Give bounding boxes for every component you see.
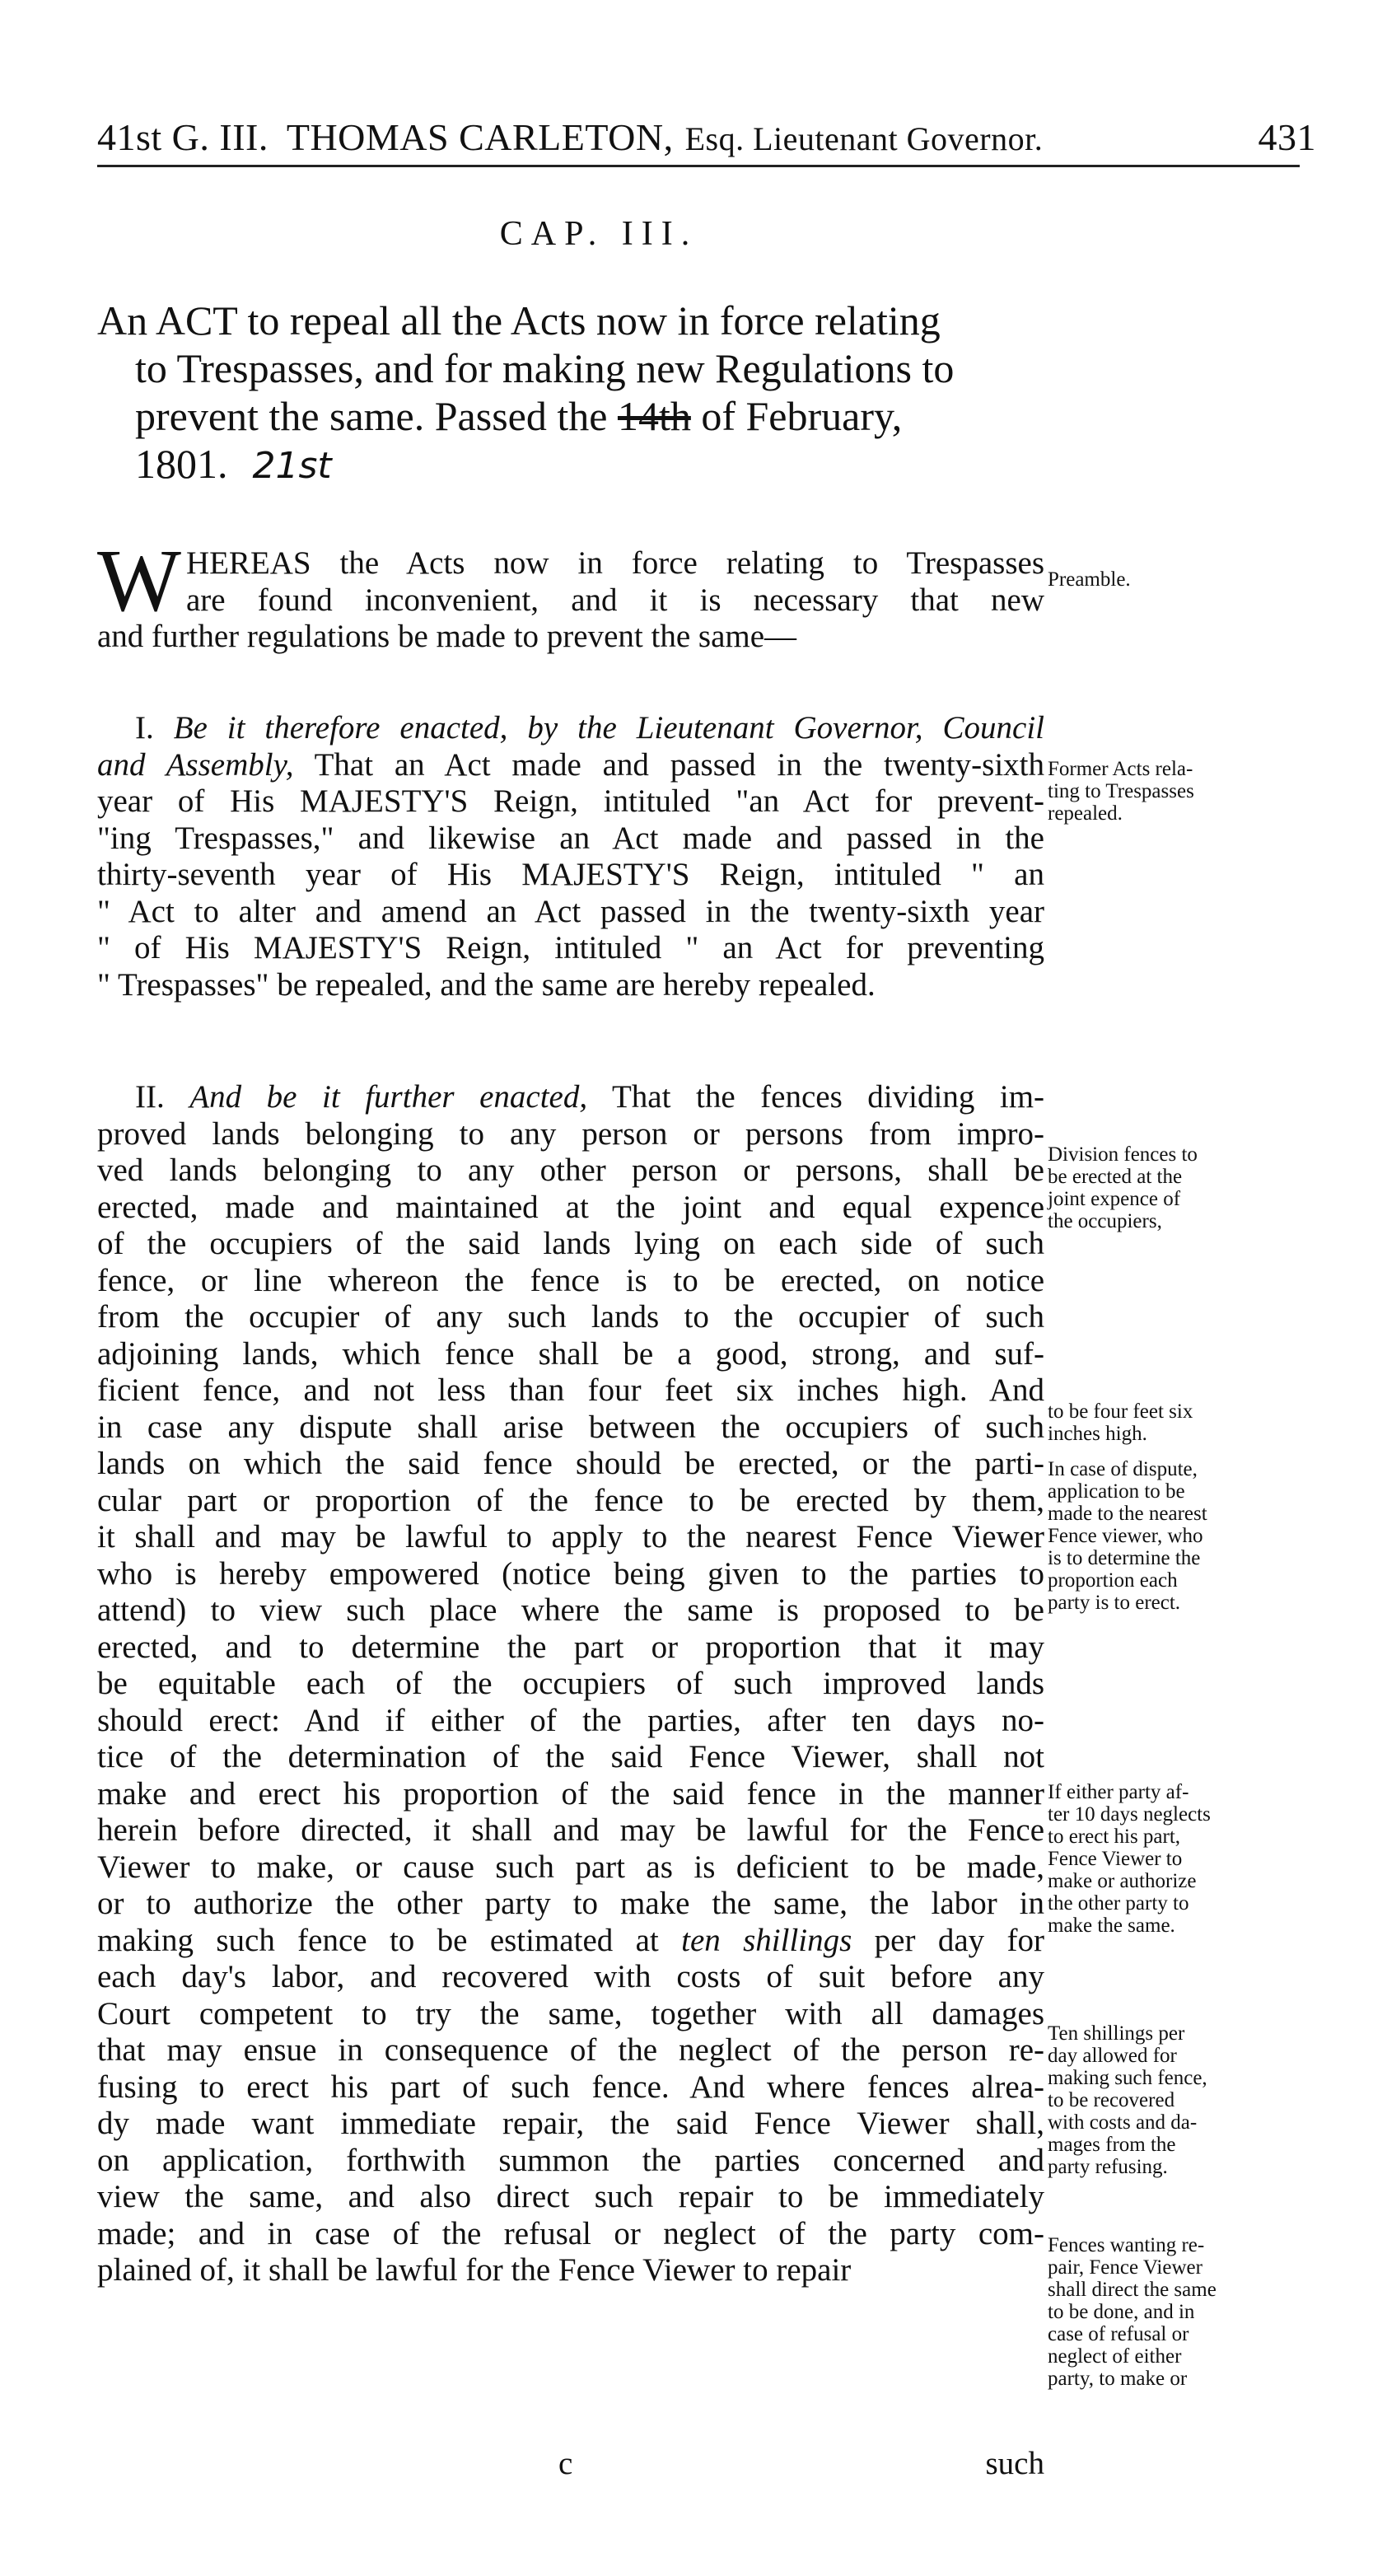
drop-cap: W <box>97 532 181 630</box>
section-line: lands on which the said fence should be erected, or the parti- <box>97 1446 1044 1481</box>
act-title-line: prevent the same. Passed the 14th of February, <box>135 393 903 439</box>
enacting-clause: Be it therefore enacted, by the Lieutenant Governor, Council <box>173 710 1044 746</box>
page-number: 431 <box>1258 116 1316 158</box>
regnal-year: 41st G. III. <box>97 116 269 158</box>
section-line: fusing to erect his part of such fence. And where fences alrea- <box>97 2069 1044 2105</box>
section-line: " Trespasses" be repealed, and the same are hereby repealed. <box>97 966 876 1003</box>
section-line: on application, forthwith summon the parties concerned and <box>97 2142 1044 2178</box>
date-tail: of February, <box>701 393 903 439</box>
section-line: ficient fence, and not less than four feet six inches high. And <box>97 1372 1044 1408</box>
section-line: made; and in case of the refusal or neglect of the party com- <box>97 2215 1044 2251</box>
section-1 <box>97 710 1044 1003</box>
section-line: from the occupier of any such lands to the occupier of such <box>97 1299 1044 1335</box>
preamble-line: are found inconvenient, and it is necessary that new <box>185 582 1044 618</box>
margin-note-fence-height: to be four feet six inches high. <box>1048 1400 1193 1445</box>
section-line <box>97 710 1044 747</box>
margin-note-section-1: Former Acts rela- ting to Trespasses repealed. <box>1048 758 1194 825</box>
preamble-line: and further regulations be made to prevent the same— <box>97 619 797 654</box>
margin-note-repairs: Fences wanting re- pair, Fence Viewer shall direct the same to be done, and in case of refusal or neglect of either party, to make or <box>1048 2234 1217 2390</box>
section-line: plained of, it shall be lawful for the Fence Viewer to repair <box>97 2252 852 2288</box>
section-line: it shall and may be lawful to apply to the nearest Fence Viewer <box>97 1519 1044 1554</box>
section-2 <box>97 1079 1044 2289</box>
section-line: " Act to alter and amend an Act passed in the twenty-sixth year <box>97 893 1044 929</box>
governor-name: THOMAS CARLETON, <box>286 116 674 158</box>
preamble <box>97 532 1044 656</box>
act-title-line: 1801. 21st <box>135 441 332 487</box>
section-numeral: II. <box>135 1079 165 1115</box>
section-line: cular part or proportion of the fence to be erected by them, <box>97 1482 1044 1518</box>
margin-note-neglect: If either party af- ter 10 days neglects to erect his part, Fence Viewer to make or authorize the other party to make the same. <box>1048 1781 1211 1937</box>
section-line: "ing Trespasses," and likewise an Act made and passed in the <box>97 820 1044 856</box>
section-line: dy made want immediate repair, the said Fence Viewer shall, <box>97 2106 1044 2141</box>
section-line: erected, and to determine the part or proportion that it may <box>97 1629 1044 1665</box>
section-line: of the occupiers of the said lands lying on each side of such <box>97 1226 1044 1261</box>
section-line: be equitable each of the occupiers of such improved lands <box>97 1666 1044 1701</box>
section-line: making such fence to be estimated at ten shillings per day for <box>97 1922 1044 1958</box>
section-line: each day's labor, and recovered with costs of suit before any <box>97 1959 1044 1994</box>
act-title-line: to Trespasses, and for making new Regulations to <box>135 345 955 391</box>
section-line: in case any dispute shall arise between the occupiers of such <box>97 1409 1044 1445</box>
section-line: II. And be it further enacted, That the fences dividing im- <box>135 1079 1045 1115</box>
section-numeral: I. <box>135 710 154 746</box>
enacting-clause: And be it further enacted, <box>189 1079 588 1115</box>
section-line: attend) to view such place where the same is proposed to be <box>97 1592 1044 1628</box>
struck-date: 14th <box>617 393 691 439</box>
margin-note-preamble: Preamble. <box>1048 568 1131 591</box>
section-line: Court competent to try the same, together with all damages <box>97 1995 1044 2031</box>
section-line: year of His MAJESTY'S Reign, intituled "an Act for prevent- <box>97 783 1044 819</box>
handwritten-correction: 21st <box>252 445 332 487</box>
section-line: who is hereby empowered (notice being given to the parties to <box>97 1555 1044 1592</box>
section-line: view the same, and also direct such repair to be immediately <box>97 2179 1044 2214</box>
running-head <box>97 115 1316 159</box>
section-line: or to authorize the other party to make the same, the labor in <box>97 1886 1044 1921</box>
page-footer <box>97 2445 1044 2486</box>
section-line: fence, or line whereon the fence is to be erected, on notice <box>97 1262 1044 1298</box>
section-line: and Assembly, That an Act made and passed in the twenty-sixth <box>97 746 1045 783</box>
section-line: tice of the determination of the said Fence Viewer, shall not <box>97 1739 1044 1774</box>
section-line: erected, made and maintained at the joint and equal expence <box>97 1189 1044 1225</box>
preamble-line: HEREAS the Acts now in force relating to Trespasses <box>185 545 1044 581</box>
section-line: that may ensue in consequence of the neglect of the person re- <box>97 2032 1044 2068</box>
section-line: should erect: And if either of the parties, after ten days no- <box>97 1702 1044 1738</box>
act-title-line: An ACT to repeal all the Acts now in force relating <box>97 297 941 344</box>
signature-mark: c <box>558 2446 573 2481</box>
chapter-heading: CAP. III. <box>499 215 698 253</box>
act-title <box>97 297 1053 490</box>
governor-title: Esq. Lieutenant Governor. <box>684 120 1044 157</box>
section-line: thirty-seventh year of His MAJESTY'S Reign, intituled " an <box>97 857 1044 892</box>
catchword: such <box>985 2446 1044 2481</box>
section-line: " of His MAJESTY'S Reign, intituled " an Act for preventing <box>97 930 1044 965</box>
section-line: herein before directed, it shall and may be lawful for the Fence <box>97 1812 1044 1848</box>
section-line: ved lands belonging to any other person or persons, shall be <box>97 1152 1044 1188</box>
section-line: make and erect his proportion of the said fence in the manner <box>97 1775 1044 1812</box>
margin-note-wages: Ten shillings per day allowed for making such fence, to be recovered with costs and da- mages from the party refusing. <box>1048 2022 1207 2178</box>
margin-note-dispute: In case of dispute, application to be made to the nearest Fence viewer, who is to determine the proportion each party is to erect. <box>1048 1458 1207 1614</box>
section-line: proved lands belonging to any person or persons from impro- <box>97 1115 1044 1152</box>
section-line: Viewer to make, or cause such part as is deficient to be made, <box>97 1849 1044 1885</box>
margin-note-division-fences: Division fences to be erected at the joint expence of the occupiers, <box>1048 1143 1198 1232</box>
section-line: adjoining lands, which fence shall be a good, strong, and suf- <box>97 1335 1044 1372</box>
header-rule <box>97 165 1300 167</box>
